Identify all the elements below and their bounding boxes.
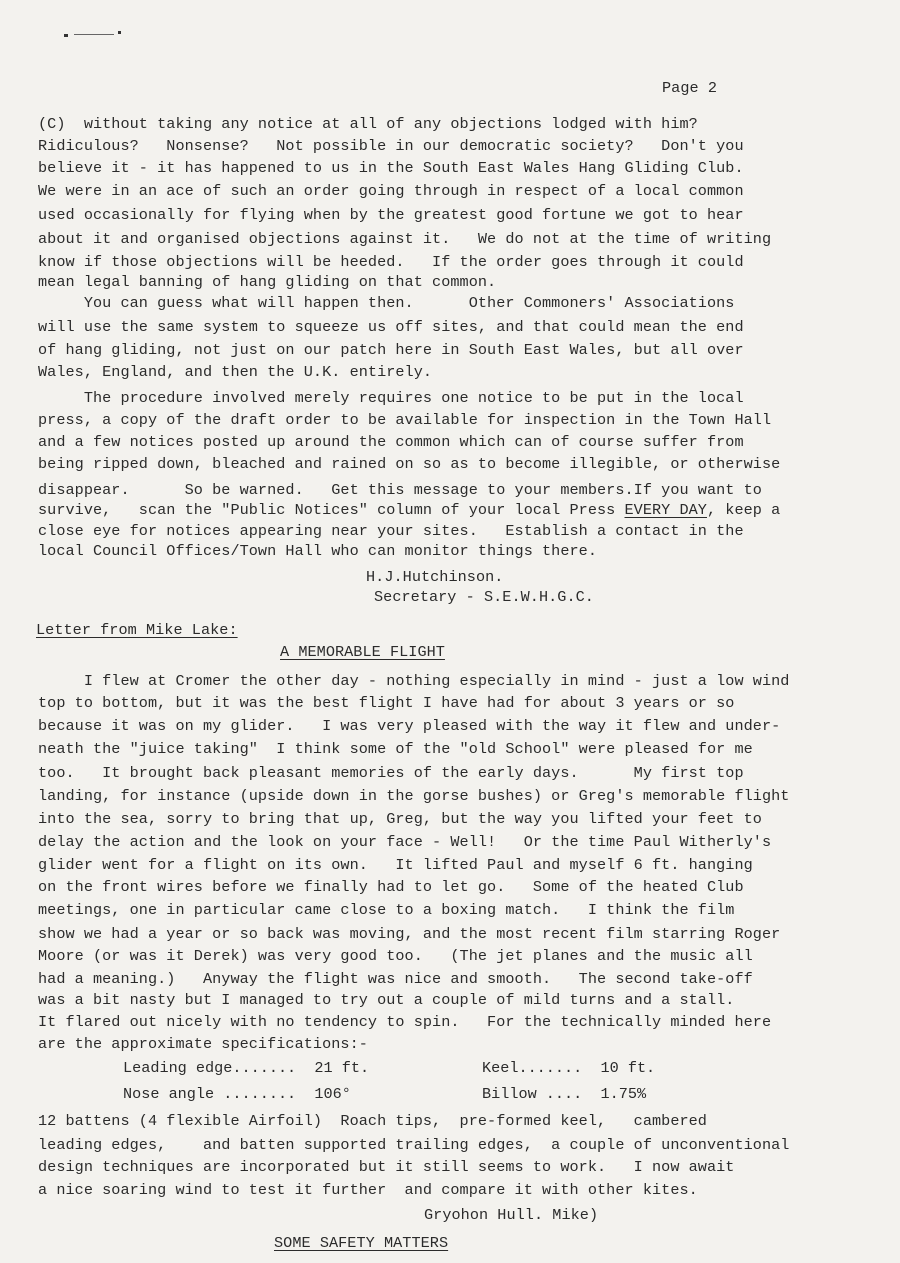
para3-line: local Council Offices/Town Hall who can monitor things there. — [38, 542, 598, 560]
para1-line: Ridiculous? Nonsense? Not possible in our democratic society? Don't you — [38, 137, 744, 155]
para1-line: believe it - it has happened to us in the South East Wales Hang Gliding Club. — [38, 159, 744, 177]
letter-line: meetings, one in particular came close to a boxing match. I think the film — [38, 901, 735, 919]
letter-line: delay the action and the look on your face - Well! Or the time Paul Witherly's — [38, 833, 772, 851]
letter-line: too. It brought back pleasant memories of the early days. My first top — [38, 764, 744, 782]
para3-line: press, a copy of the draft order to be available for inspection in the Town Hall — [38, 411, 772, 429]
ink-mark — [74, 34, 114, 35]
letter2-line: leading edges, and batten supported trailing edges, a couple of unconventional — [38, 1136, 790, 1154]
signature-name: H.J.Hutchinson. — [366, 568, 504, 586]
ink-mark — [118, 31, 121, 34]
letter2-line: design techniques are incorporated but it still seems to work. I now await — [38, 1158, 735, 1176]
letter2-line: a nice soaring wind to test it further and compare it with other kites. — [38, 1181, 698, 1199]
letter-line: are the approximate specifications:- — [38, 1035, 368, 1053]
para1-line: know if those objections will be heeded. If the order goes through it could — [38, 253, 744, 271]
para3-line-tail: , keep a — [706, 501, 781, 519]
para3-line — [38, 500, 780, 520]
spec-keel: Keel....... 10 ft. — [482, 1059, 656, 1077]
letter-line: top to bottom, but it was the best flight I have had for about 3 years or so — [38, 694, 735, 712]
letter-line: glider went for a flight on its own. It lifted Paul and myself 6 ft. hanging — [38, 856, 753, 874]
ink-mark — [64, 34, 68, 37]
para1-line: mean legal banning of hang gliding on that common. — [38, 273, 497, 291]
para3-line: and a few notices posted up around the common which can of course suffer from — [38, 433, 744, 451]
para3-line: disappear. So be warned. Get this message to your members.If you want to — [38, 481, 762, 499]
every-day-emphasis: EVERY DAY — [624, 501, 707, 519]
letter-line: into the sea, sorry to bring that up, Greg, but the way you lifted your feet to — [38, 810, 762, 828]
signature-title: Secretary - S.E.W.H.G.C. — [374, 588, 594, 606]
para2-line: will use the same system to squeeze us off sites, and that could mean the end — [38, 318, 744, 336]
spec-billow: Billow .... 1.75% — [482, 1085, 647, 1103]
letter-line: I flew at Cromer the other day - nothing especially in mind - just a low wind — [38, 672, 790, 690]
letter-line: Moore (or was it Derek) was very good too. (The jet planes and the music all — [38, 947, 753, 965]
letter2-line: 12 battens (4 flexible Airfoil) Roach tips, pre-formed keel, cambered — [38, 1112, 707, 1130]
next-section-heading: SOME SAFETY MATTERS — [274, 1234, 449, 1252]
letter-line: show we had a year or so back was moving, and the most recent film starring Roger — [38, 925, 781, 943]
letter-line: neath the "juice taking" I think some of the "old School" were pleased for me — [38, 740, 753, 758]
page-number: Page 2 — [662, 79, 717, 97]
letter-heading: Letter from Mike Lake: — [36, 621, 238, 639]
letter-line: because it was on my glider. I was very pleased with the way it flew and under- — [38, 717, 781, 735]
para1-line: used occasionally for flying when by the greatest good fortune we got to hear — [38, 206, 744, 224]
letter-line: on the front wires before we finally had to let go. Some of the heated Club — [38, 878, 744, 896]
para3-line: close eye for notices appearing near your sites. Establish a contact in the — [38, 522, 744, 540]
para1-line: about it and organised objections against it. We do not at the time of writing — [38, 230, 772, 248]
para2-line: of hang gliding, not just on our patch here in South East Wales, but all over — [38, 341, 744, 359]
para3-line-text: survive, scan the "Public Notices" column of your local Press — [38, 501, 625, 519]
spec-nose-angle: Nose angle ........ 106° — [123, 1085, 351, 1103]
spec-leading-edge: Leading edge....... 21 ft. — [123, 1059, 370, 1077]
letter-line: was a bit nasty but I managed to try out a couple of mild turns and a stall. — [38, 991, 735, 1009]
letter-signature: Gryohon Hull. Mike) — [424, 1206, 599, 1224]
para3-line: being ripped down, bleached and rained on so as to become illegible, or otherwise — [38, 455, 781, 473]
letter-line: had a meaning.) Anyway the flight was nice and smooth. The second take-off — [38, 970, 753, 988]
letter-line: landing, for instance (upside down in the gorse bushes) or Greg's memorable flight — [38, 787, 790, 805]
para2-line: You can guess what will happen then. Other Commoners' Associations — [38, 294, 735, 312]
letter-title: A MEMORABLE FLIGHT — [280, 643, 445, 661]
para3-line: The procedure involved merely requires one notice to be put in the local — [38, 389, 744, 407]
para1-line: We were in an ace of such an order going through in respect of a local common — [38, 182, 744, 200]
letter-line: It flared out nicely with no tendency to spin. For the technically minded here — [38, 1013, 772, 1031]
para2-line: Wales, England, and then the U.K. entirely. — [38, 363, 433, 381]
para1-line: (C) without taking any notice at all of any objections lodged with him? — [38, 115, 698, 133]
